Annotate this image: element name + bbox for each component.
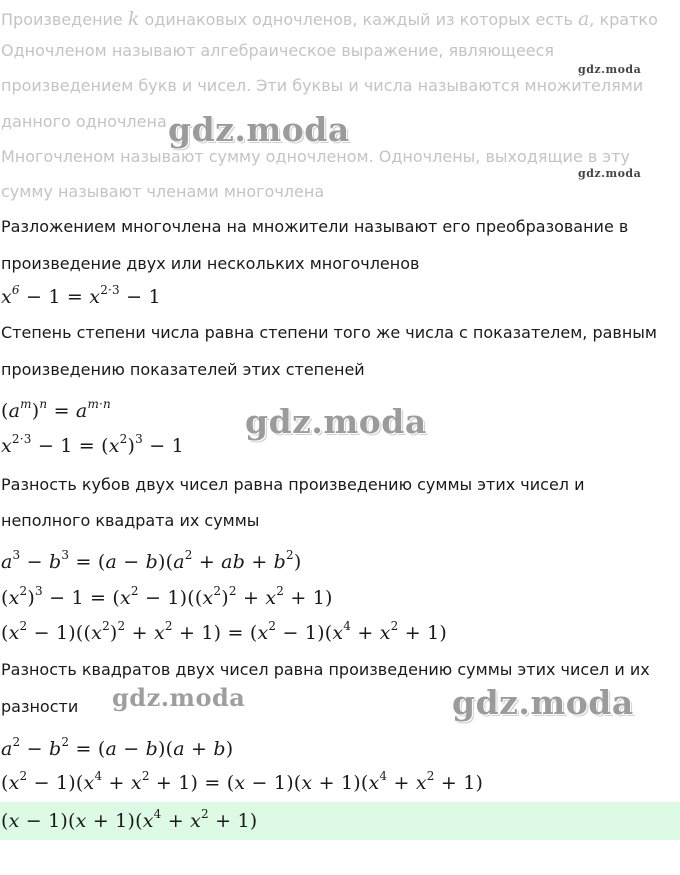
faded-line-1 — [1, 8, 658, 30]
faded-text: одинаковых одночленов, каждый из которых есть — [139, 10, 578, 29]
formula-1: $x^6 - 1 = x^{2\cdot 3} - 1$ — [1, 283, 161, 308]
formula-6: $(x^2 - 1)((x^2)^2 + x^2 + 1) = (x^2 - 1)(x^4 + x^2 + 1)$ — [1, 619, 448, 644]
faded-text: Произведение — [1, 10, 128, 29]
faded-var-k: k — [127, 8, 140, 30]
text-line-8: разности — [1, 697, 79, 716]
text-line-3: Степень степени числа равна степени того же числа с показателем, равным — [1, 323, 657, 342]
text-line-6: неполного квадрата их суммы — [1, 511, 260, 530]
watermark: gdz.moda — [245, 402, 427, 441]
faded-line-4: данного одночлена — [1, 112, 167, 131]
formula-7: $a^2 - b^2 = (a - b)(a + b)$ — [1, 735, 234, 760]
watermark: gdz.moda — [578, 167, 642, 180]
text-line-4: произведению показателей этих степеней — [1, 360, 365, 379]
watermark: gdz.moda — [168, 110, 350, 149]
text-line-7: Разность квадратов двух чисел равна произведению суммы этих чисел и их — [1, 660, 650, 679]
text-line-1: Разложением многочлена на множители называют его преобразование в — [1, 217, 629, 236]
faded-line-2: Одночленом называют алгебраическое выражение, являющееся — [1, 41, 555, 60]
text-line-5: Разность кубов двух чисел равна произведению суммы этих чисел и — [1, 475, 585, 494]
faded-line-5: Многочленом называют сумму одночленом. Одночлены, выходящие в эту — [1, 147, 630, 166]
text-line-2: произведение двух или нескольких многочленов — [1, 254, 420, 273]
watermark: gdz.moda — [578, 63, 642, 76]
faded-text: , кратко — [589, 10, 658, 29]
formula-8: $(x^2 - 1)(x^4 + x^2 + 1) = (x - 1)(x + 1)(x^4 + x^2 + 1)$ — [1, 769, 484, 794]
watermark: gdz.moda — [452, 683, 634, 722]
faded-var-a: a — [577, 8, 590, 30]
watermark: gdz.moda — [112, 683, 246, 712]
formula-2: $(a^m)^n = a^{m\cdot n}$ — [1, 397, 111, 422]
formula-4: $a^3 - b^3 = (a - b)(a^2$ + ab + $b^2$) — [1, 548, 302, 573]
faded-line-3: произведением букв и чисел. Эти буквы и числа называются множителями — [1, 76, 644, 95]
formula-3: $x^{2\cdot 3} - 1 = (x^2)^3 - 1$ — [1, 432, 184, 457]
faded-line-6: сумму называют членами многочлена — [1, 182, 325, 201]
answer-formula: $(x - 1)(x + 1)(x^4 + x^2 + 1)$ — [1, 807, 258, 832]
formula-5: $(x^2)^3 - 1 = (x^2 - 1)((x^2)^2 + x^2 + 1)$ — [1, 584, 333, 609]
